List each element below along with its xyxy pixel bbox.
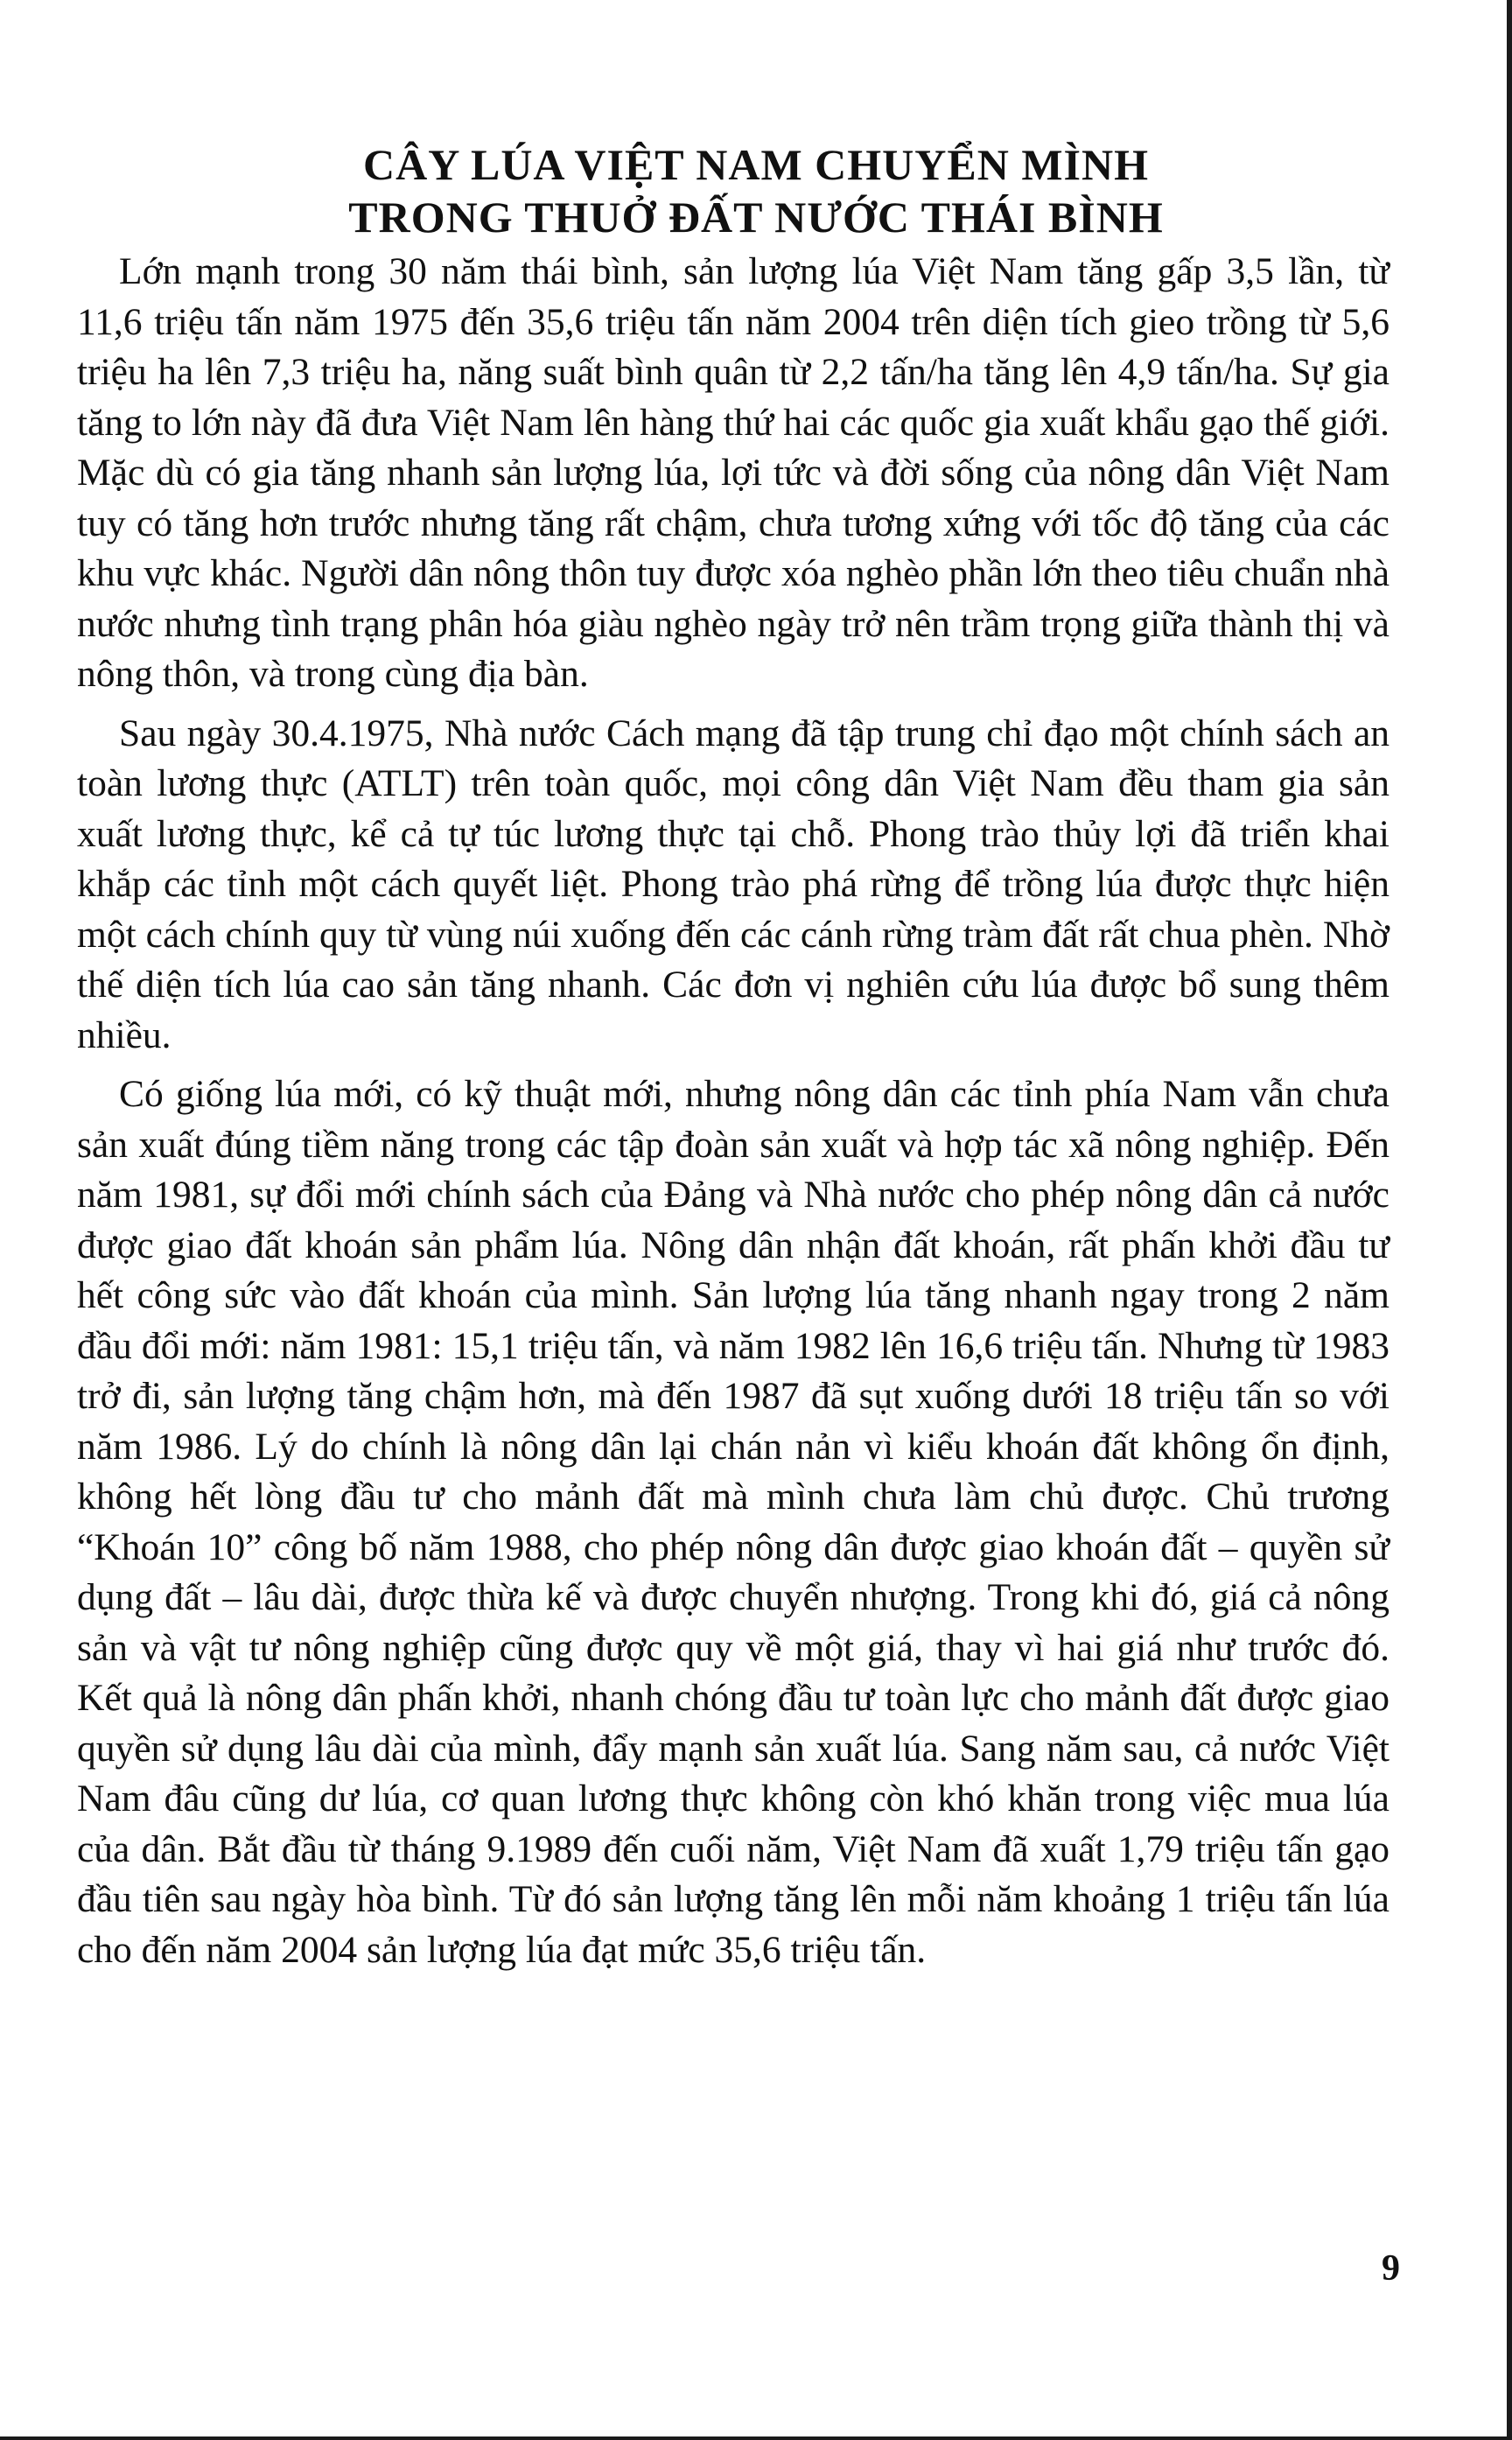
page-number: 9 [1382, 2248, 1400, 2289]
scan-edge-right [1507, 0, 1512, 2440]
paragraph-3: Có giống lúa mới, có kỹ thuật mới, nhưng nông dân các tỉnh phía Nam vẫn chưa sản xuất đúng tiềm năng trong các tập đoàn sản xuất và hợp tác xã nông nghiệp. Đến năm 1981, sự đổi mới chính sách của Đảng và Nhà nước cho phép nông dân cả nước được giao đất khoán sản phẩm lúa. Nông dân nhận đất khoán, rất phấn khởi đầu tư hết công sức vào đất khoán của mình. Sản lượng lúa tăng nhanh ngay trong 2 năm đầu đổi mới: năm 1981: 15,1 triệu tấn, và năm 1982 lên 16,6 triệu tấn. Nhưng từ 1983 trở đi, sản lượng tăng chậm hơn, mà đến 1987 đã sụt xuống dưới 18 triệu tấn so với năm 1986. Lý do chính là nông dân lại chán nản vì kiểu khoán đất không ổn định, không hết lòng đầu tư cho mảnh đất mà mình chưa làm chủ được. Chủ trương “Khoán 10” công bố năm 1988, cho phép nông dân được giao khoán đất – quyền sử dụng đất – lâu dài, được thừa kế và được chuyển nhượng. Trong khi đó, giá cả nông sản và vật tư nông nghiệp cũng được quy về một giá, thay vì hai giá như trước đó. Kết quả là nông dân phấn khởi, nhanh chóng đầu tư toàn lực cho mảnh đất được giao quyền sử dụng lâu dài của mình, đẩy mạnh sản xuất lúa. Sang năm sau, cả nước Việt Nam đâu cũng dư lúa, cơ quan lương thực không còn khó khăn trong việc mua lúa của dân. Bắt đầu từ tháng 9.1989 đến cuối năm, Việt Nam đã xuất 1,79 triệu tấn gạo đầu tiên sau ngày hòa bình. Từ đó sản lượng tăng lên mỗi năm khoảng 1 triệu tấn lúa cho đến năm 2004 sản lượng lúa đạt mức 35,6 triệu tấn. [77, 1073, 1390, 1971]
chapter-title-line-2: TRONG THUỞ ĐẤT NƯỚC THÁI BÌNH [348, 193, 1164, 242]
paragraph-1: Lớn mạnh trong 30 năm thái bình, sản lượng lúa Việt Nam tăng gấp 3,5 lần, từ 11,6 triệu tấn năm 1975 đến 35,6 triệu tấn năm 2004 trên diện tích gieo trồng từ 5,6 triệu ha lên 7,3 triệu ha, năng suất bình quân từ 2,2 tấn/ha tăng lên 4,9 tấn/ha. Sự gia tăng to lớn này đã đưa Việt Nam lên hàng thứ hai các quốc gia xuất khẩu gạo thế giới. Mặc dù có gia tăng nhanh sản lượng lúa, lợi tức và đời sống của nông dân Việt Nam tuy có tăng hơn trước nhưng tăng rất chậm, chưa tương xứng với tốc độ tăng của các khu vực khác. Người dân nông thôn tuy được xóa nghèo phần lớn theo tiêu chuẩn nhà nước nhưng tình trạng phân hóa giàu nghèo ngày trở nên trầm trọng giữa thành thị và nông thôn, và trong cùng địa bàn. [77, 250, 1390, 695]
chapter-title-line-1: CÂY LÚA VIỆT NAM CHUYỂN MÌNH [363, 140, 1149, 189]
paragraph-2: Sau ngày 30.4.1975, Nhà nước Cách mạng đã tập trung chỉ đạo một chính sách an toàn lương thực (ATLT) trên toàn quốc, mọi công dân Việt Nam đều tham gia sản xuất lương thực, kể cả tự túc lương thực tại chỗ. Phong trào thủy lợi đã triển khai khắp các tỉnh một cách quyết liệt. Phong trào phá rừng để trồng lúa được thực hiện một cách chính quy từ vùng núi xuống đến các cánh rừng tràm đất rất chua phèn. Nhờ thế diện tích lúa cao sản tăng nhanh. Các đơn vị nghiên cứu lúa được bổ sung thêm nhiều. [77, 712, 1390, 1056]
scan-edge-bottom [0, 2436, 1512, 2440]
body-text [77, 247, 1390, 1975]
